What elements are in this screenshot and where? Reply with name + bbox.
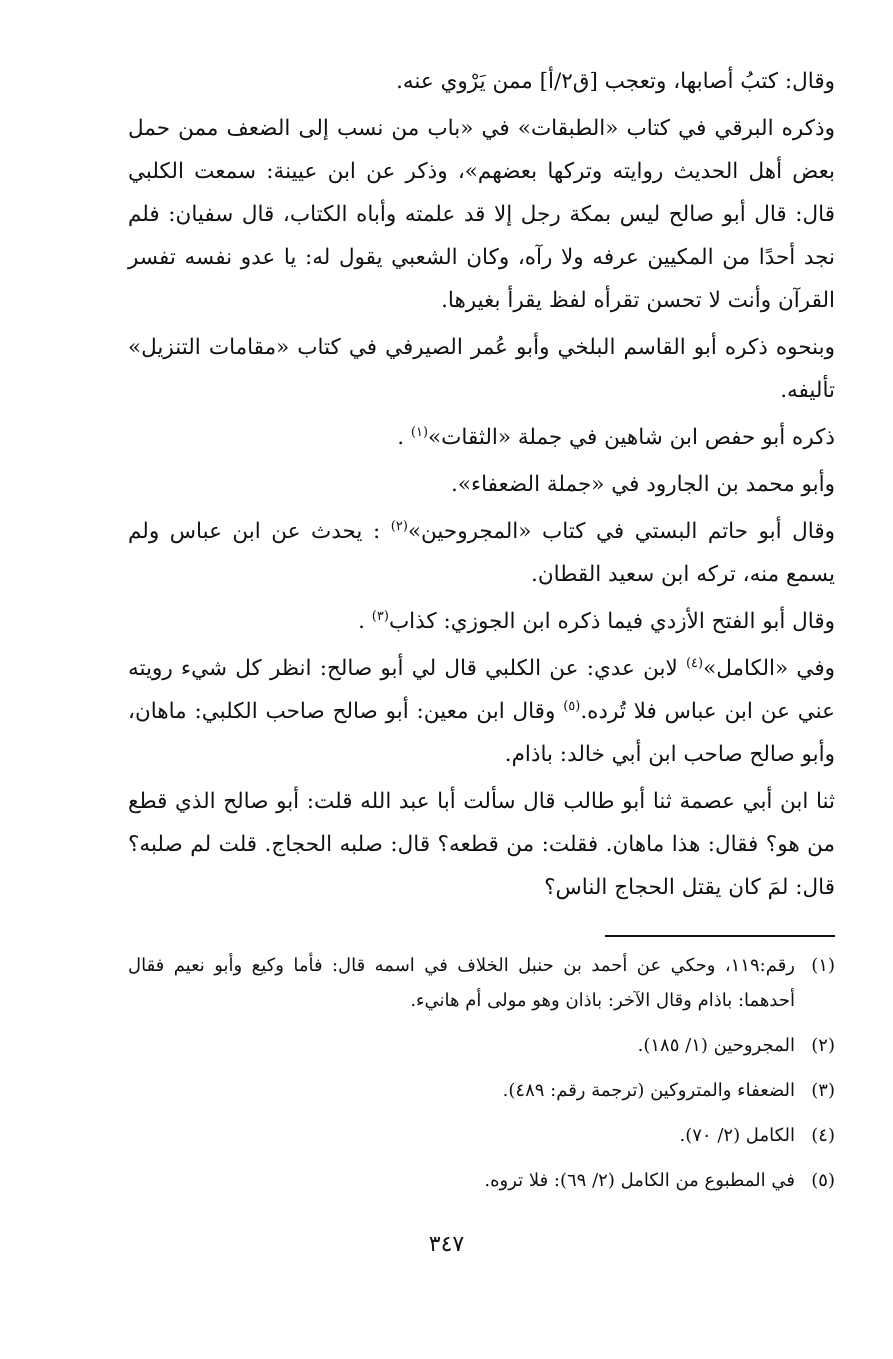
- page-number: ٣٤٧: [428, 1232, 465, 1257]
- paragraph-text: لابن عدي: عن الكلبي قال لي أبو صالح: انظر كل شيء رويته عني عن ابن عباس فلا تُرده.: [128, 656, 835, 724]
- footnote-number: (٥): [811, 1170, 835, 1191]
- footnote-text: الضعفاء والمتروكين (ترجمة رقم: ٤٨٩).: [502, 1080, 795, 1101]
- paragraph-text: وفي «الكامل»: [703, 656, 835, 681]
- main-text: [128, 60, 835, 909]
- paragraph-text: وبنحوه ذكره أبو القاسم البلخي وأبو عُمر الصيرفي في كتاب «مقامات التنزيل» تأليفه.: [128, 335, 835, 403]
- paragraph-text: وقال ابن معين: أبو صالح صاحب الكلبي: ماهان، وأبو صالح صاحب ابن أبي خالد: باذام.: [128, 699, 835, 767]
- footnote-ref-4: (٤): [685, 655, 704, 671]
- footnote-number: (٢): [811, 1035, 835, 1056]
- footnote-1: [128, 948, 835, 1018]
- footnote-text: المجروحين (١/ ١٨٥).: [637, 1035, 795, 1056]
- paragraph-text: وقال: كتبُ أصابها، وتعجب [ق٢/أ] ممن يَرْوي عنه.: [396, 69, 835, 94]
- footnote-2: [128, 1028, 835, 1063]
- footnote-text: في المطبوع من الكامل (٢/ ٦٩): فلا تروه.: [484, 1170, 795, 1191]
- paragraph-4: [128, 416, 835, 459]
- footnote-text: رقم:١١٩، وحكي عن أحمد بن حنبل الخلاف في اسمه قال: فأما وكيع وأبو نعيم فقال أحدهما: باذام وقال الآخر: باذان وهو مولى أم هانيء.: [128, 955, 795, 1011]
- footnote-ref-2: (٢): [390, 518, 408, 534]
- paragraph-2: [128, 107, 835, 322]
- footnote-number: (١): [811, 955, 835, 976]
- footnote-ref-5: (٥): [563, 698, 581, 714]
- paragraph-5: [128, 463, 835, 506]
- footnote-3: [128, 1073, 835, 1108]
- paragraph-6: [128, 510, 835, 596]
- footnote-5: [128, 1163, 835, 1198]
- footnote-number: (٣): [811, 1080, 835, 1101]
- paragraph-7: [128, 600, 835, 643]
- paragraph-text: وذكره البرقي في كتاب «الطبقات» في «باب من نسب إلى الضعف ممن حمل بعض أهل الحديث روايته وتركها بعضهم»، وذكر عن ابن عيينة: سمعت الكلبي قال: قال أبو صالح ليس بمكة رجل إلا قد علمته وأباه الكتاب، قال سفيان: فلم نجد أحدًا من المكيين عرفه ولا رآه، وكان الشعبي يقول له: يا عدو نفسه تفسر القرآن وأنت لا تحسن تقرأه لفظ يقرأ بغيرها.: [128, 116, 835, 313]
- paragraph-text: وأبو محمد بن الجارود في «جملة الضعفاء».: [451, 472, 835, 497]
- paragraph-9: [128, 780, 835, 909]
- paragraph-3: [128, 326, 835, 412]
- paragraph-text: ثنا ابن أبي عصمة ثنا أبو طالب قال سألت أبا عبد الله قلت: أبو صالح الذي قطع من هو؟ فقال: هذا ماهان. فقلت: من قطعه؟ قال: صلبه الحجاج. قلت لم صلبه؟ قال: لمَ كان يقتل الحجاج الناس؟: [128, 789, 835, 900]
- footnote-text: الكامل (٢/ ٧٠).: [679, 1125, 795, 1146]
- paragraph-text: ذكره أبو حفص ابن شاهين في جملة «الثقات»: [428, 425, 835, 450]
- paragraph-8: [128, 647, 835, 776]
- footnote-ref-1: (١): [410, 424, 429, 440]
- footnotes: [128, 948, 835, 1208]
- footnote-number: (٤): [811, 1125, 835, 1146]
- paragraph-text: وقال أبو الفتح الأزدي فيما ذكره ابن الجوزي: كذاب: [388, 609, 835, 634]
- paragraph-text: .: [397, 425, 411, 450]
- paragraph-text: : يحدث عن ابن عباس ولم يسمع منه، تركه ابن سعيد القطان.: [128, 519, 835, 587]
- paragraph-text: وقال أبو حاتم البستي في كتاب «المجروحين»: [407, 519, 835, 544]
- footnote-divider: [605, 935, 835, 937]
- footnote-4: [128, 1118, 835, 1153]
- paragraph-text: .: [358, 609, 372, 634]
- footnote-ref-3: (٣): [371, 608, 389, 624]
- paragraph-1: [128, 60, 835, 103]
